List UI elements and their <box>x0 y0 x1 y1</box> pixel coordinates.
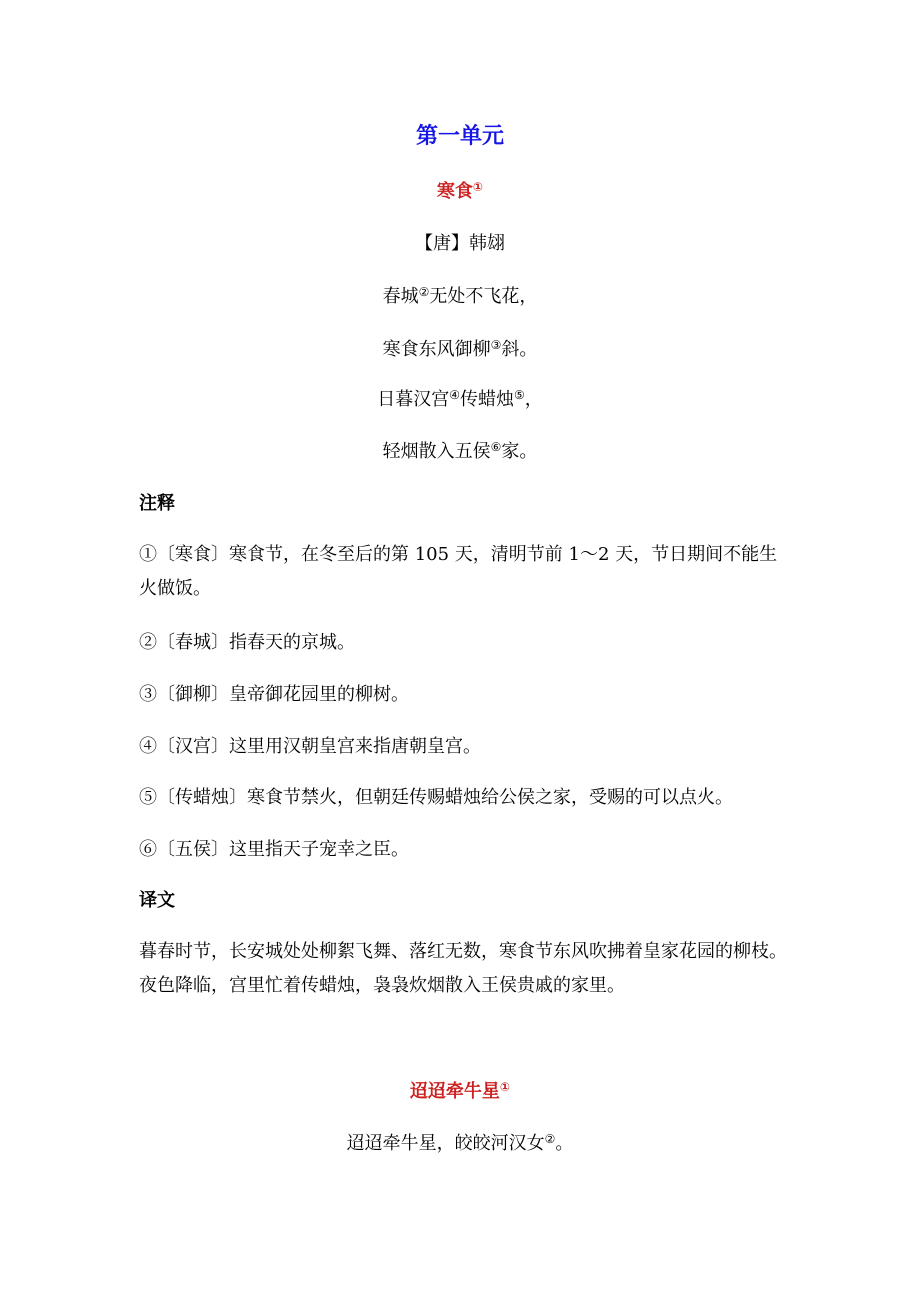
poem-line-1 <box>0 285 920 309</box>
footnote-mark: ② <box>418 285 430 299</box>
poem-text: 无处不飞花， <box>429 286 538 307</box>
footnote-mark: ⑥ <box>490 440 502 454</box>
poem-author: 【唐】韩翃 <box>415 233 505 254</box>
poem-text: 日暮汉宫 <box>377 389 450 410</box>
poem-title-text: 迢迢牵牛星 <box>409 1081 500 1102</box>
footnote-mark: ② <box>544 1132 556 1146</box>
unit-title: 第一单元 <box>415 124 504 149</box>
footnote-mark: ④ <box>449 388 460 402</box>
note-item: ⑤〔传蜡烛〕寒食节禁火，但朝廷传赐蜡烛给公侯之家，受赐的可以点火。 <box>139 787 733 808</box>
poem-title-hanshi <box>0 180 920 204</box>
footnote-mark: ③ <box>490 338 502 352</box>
poem2-line-1 <box>0 1132 920 1156</box>
note-item: ⑥〔五侯〕这里指天子宠幸之臣。 <box>139 839 409 860</box>
footnote-mark: ⑤ <box>514 388 525 402</box>
footnote-mark: ① <box>472 180 484 194</box>
translation-text: 暮春时节，长安城处处柳絮飞舞、落红无数，寒食节东风吹拂着皇家花园的柳枝。夜色降临，宫里忙着传蜡烛，袅袅炊烟散入王侯贵戚的家里。 <box>139 941 787 996</box>
poem-text: 家。 <box>501 441 538 462</box>
poem-text: 寒食东风御柳 <box>382 339 491 360</box>
poem-text: 轻烟散入五侯 <box>382 441 491 462</box>
poem-text: 斜。 <box>501 339 538 360</box>
notes-heading: 注释 <box>139 493 175 514</box>
translation-heading: 译文 <box>139 890 175 911</box>
poem-text: 。 <box>555 1133 574 1154</box>
poem-line-2 <box>0 338 920 362</box>
poem-text: 春城 <box>382 286 419 307</box>
note-item: ②〔春城〕指春天的京城。 <box>139 632 355 653</box>
note-item: ③〔御柳〕皇帝御花园里的柳树。 <box>139 684 409 705</box>
poem-line-3 <box>0 388 920 412</box>
poem-text: 迢迢牵牛星，皎皎河汉女 <box>346 1133 545 1154</box>
poem-title-tiaotiao <box>0 1080 920 1104</box>
poem-text: ， <box>524 389 543 410</box>
note-item: ①〔寒食〕寒食节，在冬至后的第 105 天，清明节前 1～2 天，节日期间不能生火做饭。 <box>139 544 778 599</box>
footnote-mark: ① <box>499 1080 511 1094</box>
note-item: ④〔汉宫〕这里用汉朝皇宫来指唐朝皇宫。 <box>139 736 481 757</box>
poem-text: 传蜡烛 <box>460 389 514 410</box>
poem-line-4 <box>0 440 920 464</box>
poem-title-text: 寒食 <box>436 181 473 202</box>
